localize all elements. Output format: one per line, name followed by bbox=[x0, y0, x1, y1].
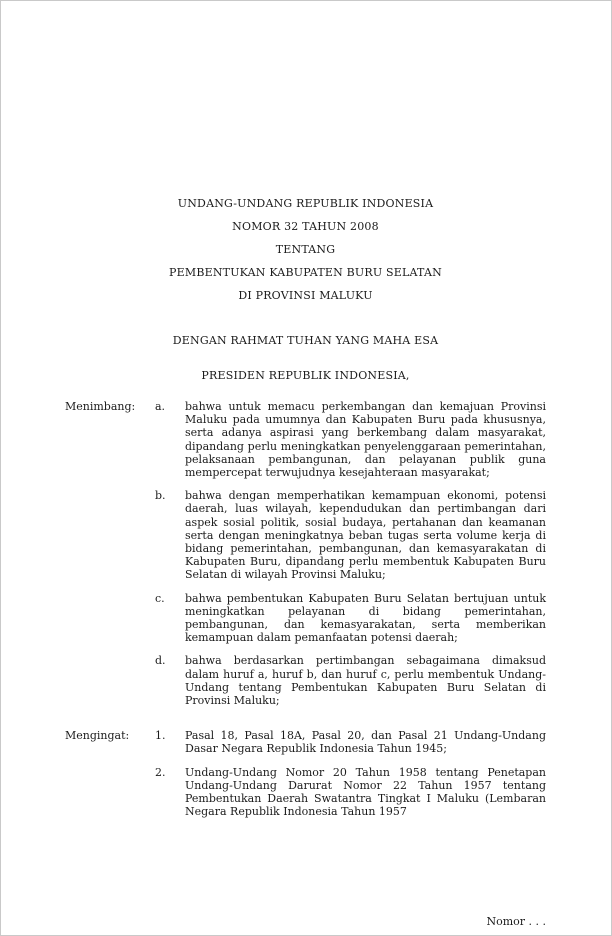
heading-line: UNDANG-UNDANG REPUBLIK INDONESIA bbox=[177, 197, 434, 210]
clause-text: bahwa pembentukan Kabupaten Buru Selatan bertujuan untuk meningkatkan pelayanan di bidang pemerintahan, pembangunan, dan kemasyarakatan, serta memberikan kemampuan dalam pemanfaatan potensi daerah; bbox=[185, 591, 546, 645]
section-items bbox=[155, 729, 546, 818]
clause-text: bahwa dengan memperhatikan kemampuan ekonomi, potensi daerah, luas wilayah, kependudukan dan pertimbangan dari aspek sosial politik, sosial budaya, pertahanan dan keamanan serta dengan meningkatnya beban tugas serta volume kerja di bidang pemerintahan, pembangunan, dan kemasyarakatan di Kabupaten Buru, dipandang perlu membentuk Kabupaten Buru Selatan di wilayah Provinsi Maluku; bbox=[185, 489, 546, 582]
continuation-catchword: Nomor . . . bbox=[486, 915, 546, 928]
clause-marker: 1. bbox=[155, 729, 166, 743]
document-heading bbox=[65, 192, 546, 307]
clause-item bbox=[155, 489, 546, 581]
clause-marker: d. bbox=[155, 654, 166, 668]
clause-marker: 2. bbox=[155, 765, 166, 779]
clause-marker: b. bbox=[155, 489, 166, 503]
section-label: Menimbang: bbox=[65, 400, 136, 413]
clause-text: Pasal 18, Pasal 18A, Pasal 20, dan Pasal 21 Undang-Undang Dasar Negara Republik Indonesia Tahun 1945; bbox=[185, 729, 546, 756]
clause-item bbox=[155, 654, 546, 707]
clause-item bbox=[155, 729, 546, 755]
clause-item bbox=[155, 592, 546, 645]
section-label: Mengingat: bbox=[65, 729, 130, 743]
preamble-sections bbox=[65, 400, 546, 818]
heading-line: DI PROVINSI MALUKU bbox=[238, 289, 373, 302]
authority-line: PRESIDEN REPUBLIK INDONESIA, bbox=[201, 369, 410, 382]
section-mengingat bbox=[65, 729, 546, 818]
clause-text: Undang-Undang Nomor 20 Tahun 1958 tentang Penetapan Undang-Undang Darurat Nomor 22 Tahun 1957 tentang Pembentukan Daerah Swatantra Tingkat I Maluku (Lembaran Negara Republik Indonesia Tahun 1957 bbox=[185, 765, 546, 819]
section-items bbox=[155, 400, 546, 707]
heading-line: PEMBENTUKAN KABUPATEN BURU SELATAN bbox=[169, 266, 442, 279]
clause-text: bahwa untuk memacu perkembangan dan kemajuan Provinsi Maluku pada umumnya dan Kabupaten Buru pada khususnya, serta adanya aspirasi yang berkembang dalam masyarakat, dipandang perlu meningkatkan penyelenggaraan pemerintahan, pelaksanaan pembangunan, dan pelayanan publik guna mempercepat terwujudnya kesejahteraan masyarakat; bbox=[185, 400, 546, 480]
heading-line: NOMOR 32 TAHUN 2008 bbox=[232, 220, 379, 233]
clause-text: bahwa berdasarkan pertimbangan sebagaimana dimaksud dalam huruf a, huruf b, dan huruf c, perlu membentuk Undang-Undang tentang Pembentukan Kabupaten Buru Selatan di Provinsi Maluku; bbox=[185, 654, 546, 708]
clause-marker: c. bbox=[155, 591, 165, 605]
invocation-line: DENGAN RAHMAT TUHAN YANG MAHA ESA bbox=[172, 334, 439, 347]
clause-marker: a. bbox=[155, 400, 166, 413]
clause-item bbox=[155, 400, 546, 479]
section-menimbang bbox=[65, 400, 546, 707]
heading-line: TENTANG bbox=[275, 243, 336, 256]
clause-item bbox=[155, 766, 546, 819]
